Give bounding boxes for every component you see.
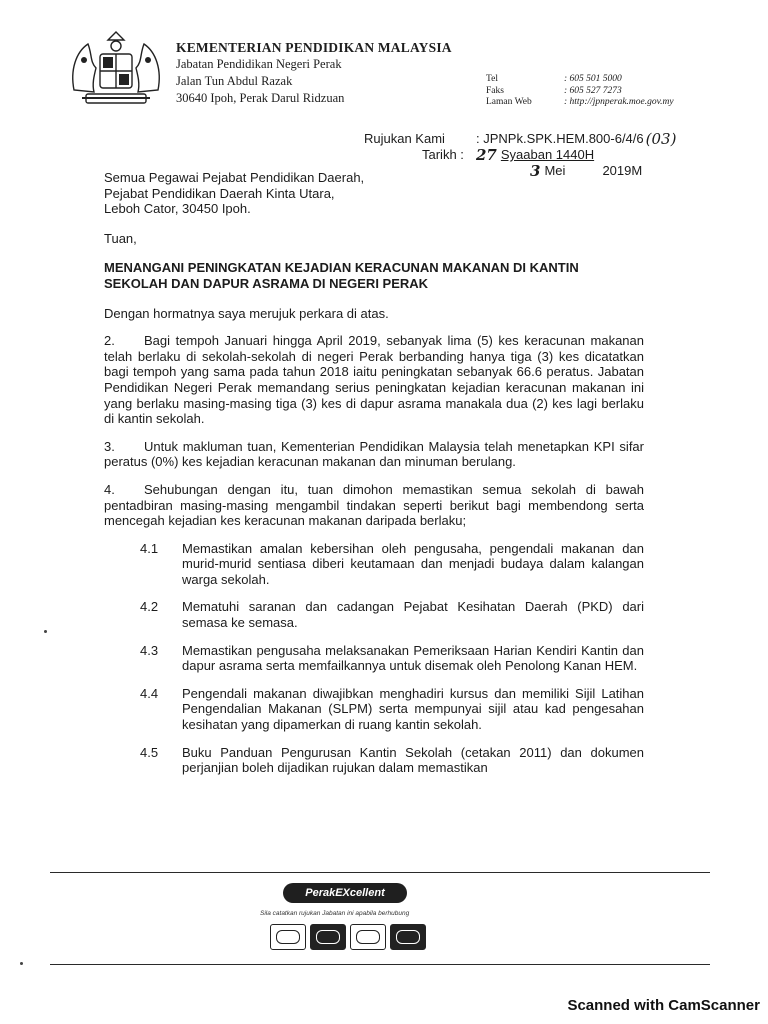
contact-label: Laman Web <box>486 97 532 107</box>
certification-badge-icon <box>310 924 346 950</box>
item-number: 4.1 <box>140 540 159 556</box>
recipient-address <box>104 170 644 217</box>
certification-badge-icon <box>350 924 386 950</box>
intro-line: Dengan hormatnya saya merujuk perkara di atas. <box>104 305 389 321</box>
contact-value: : 605 501 5000 <box>564 74 622 84</box>
date-row <box>364 147 676 163</box>
recipient-line: Pejabat Pendidikan Daerah Kinta Utara, <box>104 185 335 201</box>
letterhead <box>176 40 452 107</box>
item-number: 4.2 <box>140 599 159 615</box>
recipient-line: Leboh Cator, 30450 Ipoh. <box>104 201 251 217</box>
item-text: Buku Panduan Pengurusan Kantin Sekolah (cetakan 2011) dan dokumen perjanjian boleh dijadikan rujukan dalam memastikan <box>182 744 644 776</box>
paragraph-text: Untuk makluman tuan, Kementerian Pendidikan Malaysia telah menetapkan KPI sifar peratus (0%) kes kejadian keracunan makanan dan minuman berulang. <box>104 438 644 470</box>
perak-excellent-logo: PerakEXcellent <box>283 883 407 903</box>
handwritten-gregorian-day: 3 <box>530 162 541 180</box>
item-number: 4.4 <box>140 685 159 701</box>
reference-row <box>364 131 676 147</box>
certification-badge-icon <box>390 924 426 950</box>
subject-heading: MENANGANI PENINGKATAN KEJADIAN KERACUNAN MAKANAN DI KANTIN SEKOLAH DAN DAPUR ASRAMA DI NEGERI PERAK <box>104 260 579 291</box>
hijri-date: Syaaban 1440H <box>500 147 595 162</box>
item-text: Memastikan amalan kebersihan oleh pengusaha, pengendali makanan dan murid-murid sentiasa diberi keutamaan dan menjadi budaya dalam kalangan warga sekolah. <box>182 540 644 587</box>
contact-label: Faks <box>486 85 504 96</box>
paragraph-number: 4. <box>104 481 115 497</box>
gregorian-year: 2019M <box>602 163 643 178</box>
list-item <box>104 686 644 733</box>
paragraph-2 <box>104 333 644 427</box>
paragraph-number: 2. <box>104 333 115 349</box>
paragraph-4 <box>104 482 644 529</box>
reference-number: : JPNPk.SPK.HEM.800-6/4/6 <box>476 131 644 146</box>
footer-bottom-divider <box>50 964 710 965</box>
contact-row-tel <box>486 74 674 86</box>
handwritten-reference: (03) <box>645 130 677 148</box>
list-item <box>104 541 644 588</box>
camscanner-watermark: Scanned with CamScanner <box>567 997 760 1014</box>
footer-tagline: Sila catatkan rujukan Jabatan ini apabila berhubung <box>260 910 410 917</box>
handwritten-hijri-day: 27 <box>476 146 497 164</box>
contact-row-web <box>486 97 674 109</box>
scan-speck <box>20 962 23 965</box>
certification-badges <box>270 924 426 950</box>
list-item <box>104 745 644 776</box>
item-text: Pengendali makanan diwajibkan menghadiri kursus dan memiliki Sijil Latihan Pengendalian Makanan (SLPM) serta mempunyai sijil atau kad pengesahan kesihatan yang dipamerkan di ruang kantin sekolah. <box>182 685 644 733</box>
ministry-name: KEMENTERIAN PENDIDIKAN MALAYSIA <box>176 40 452 55</box>
contact-block <box>486 74 674 109</box>
paragraph-text: Bagi tempoh Januari hingga April 2019, sebanyak lima (5) kes keracunan makanan telah berlaku di sekolah-sekolah di negeri Perak berbanding hanya tiga (3) kes dicatatkan bagi tempoh yang sama pada tahun 2018 iaitu peningkatan sebanyak 66.6 peratus. Jabatan Pendidikan Negeri Perak memandang serius peningkatan kejadian keracunan makanan ini yang berlaku masing-masing tiga (3) kes di dapur asrama manakala dua (2) kes lagi berlaku di kantin sekolah. <box>104 333 644 427</box>
item-number: 4.3 <box>140 642 159 658</box>
paragraph-3 <box>104 439 644 470</box>
contact-value: : 605 527 7273 <box>564 85 622 96</box>
scan-speck <box>44 630 47 633</box>
recipient-line: Semua Pegawai Pejabat Pendidikan Daerah, <box>104 170 365 185</box>
letter-body <box>104 170 644 776</box>
item-text: Mematuhi saranan dan cadangan Pejabat Kesihatan Daerah (PKD) dari semasa ke semasa. <box>182 599 644 631</box>
contact-row-fax <box>486 86 674 98</box>
paragraph-number: 3. <box>104 438 115 454</box>
date-label: Tarikh : <box>422 147 464 162</box>
city-address: 30640 Ipoh, Perak Darul Ridzuan <box>176 91 345 105</box>
list-item <box>104 599 644 630</box>
coat-of-arms-icon <box>66 30 166 110</box>
street-address: Jalan Tun Abdul Razak <box>176 74 293 88</box>
item-text: Memastikan pengusaha melaksanakan Pemeriksaan Harian Kendiri Kantin dan dapur asrama serta memfailkannya untuk disemak oleh Penolong Kanan HEM. <box>182 642 644 674</box>
list-item <box>104 643 644 674</box>
certification-badge-icon <box>270 924 306 950</box>
action-list <box>104 541 644 776</box>
paragraph-text: Sehubungan dengan itu, tuan dimohon memastikan semua sekolah di bawah pentadbiran masing-masing mengambil tindakan seperti berikut bagi membendong serta mencegah kejadian kes keracunan makanan daripada berlaku; <box>104 481 644 529</box>
gregorian-month: Mei <box>544 163 566 178</box>
department-name: Jabatan Pendidikan Negeri Perak <box>176 57 342 71</box>
contact-label: Tel <box>486 74 498 84</box>
reference-label: Rujukan Kami <box>364 131 445 146</box>
salutation: Tuan, <box>104 230 137 246</box>
item-number: 4.5 <box>140 744 159 760</box>
website-link: : http://jpnperak.moe.gov.my <box>564 97 674 107</box>
footer-divider <box>50 872 710 873</box>
